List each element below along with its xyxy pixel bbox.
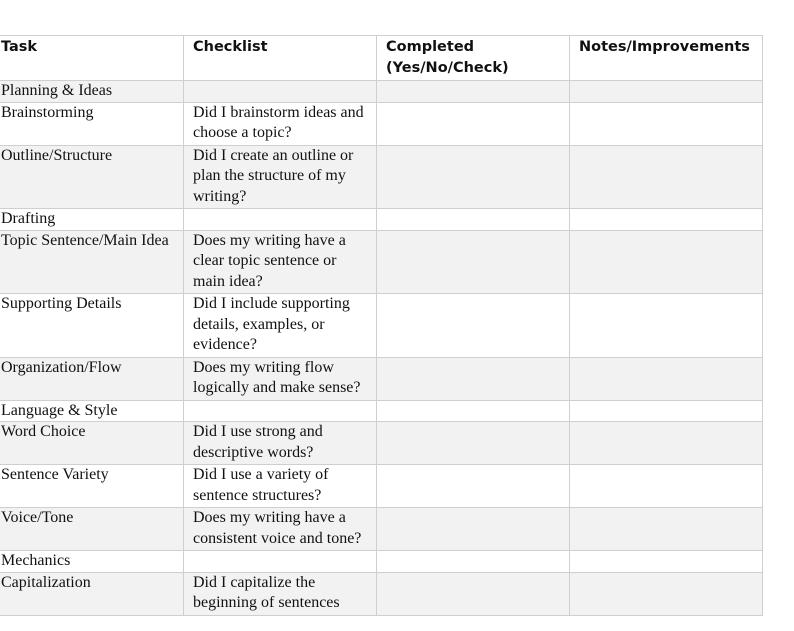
table-row — [0, 102, 763, 145]
task-cell: Organization/Flow — [0, 357, 184, 400]
checklist-cell: Did I use strong and descriptive words? — [184, 422, 377, 465]
notes-cell[interactable] — [570, 81, 763, 103]
task-cell: Planning & Ideas — [0, 81, 184, 103]
table-body — [0, 81, 763, 616]
checklist-cell — [184, 209, 377, 231]
table-row — [0, 145, 763, 209]
writing-checklist-table — [0, 35, 763, 616]
completed-cell[interactable] — [377, 551, 570, 573]
notes-cell[interactable] — [570, 400, 763, 422]
completed-cell[interactable] — [377, 81, 570, 103]
notes-cell[interactable] — [570, 422, 763, 465]
section-row — [0, 81, 763, 103]
notes-cell[interactable] — [570, 209, 763, 231]
task-cell: Brainstorming — [0, 102, 184, 145]
task-cell: Voice/Tone — [0, 508, 184, 551]
completed-cell[interactable] — [377, 294, 570, 358]
completed-cell[interactable] — [377, 400, 570, 422]
table-row — [0, 294, 763, 358]
table-row — [0, 508, 763, 551]
completed-cell[interactable] — [377, 508, 570, 551]
table-row — [0, 572, 763, 615]
task-cell: Sentence Variety — [0, 465, 184, 508]
notes-cell[interactable] — [570, 551, 763, 573]
checklist-cell: Did I use a variety of sentence structures? — [184, 465, 377, 508]
completed-cell[interactable] — [377, 209, 570, 231]
notes-cell[interactable] — [570, 230, 763, 294]
table-row — [0, 422, 763, 465]
header-row — [0, 36, 763, 81]
notes-cell[interactable] — [570, 102, 763, 145]
header-task: Task — [0, 36, 184, 81]
table-row — [0, 465, 763, 508]
checklist-cell — [184, 551, 377, 573]
checklist-cell — [184, 400, 377, 422]
notes-cell[interactable] — [570, 572, 763, 615]
task-cell: Capitalization — [0, 572, 184, 615]
task-cell: Drafting — [0, 209, 184, 231]
completed-cell[interactable] — [377, 102, 570, 145]
notes-cell[interactable] — [570, 357, 763, 400]
section-row — [0, 551, 763, 573]
header-checklist: Checklist — [184, 36, 377, 81]
task-cell: Supporting Details — [0, 294, 184, 358]
task-cell: Mechanics — [0, 551, 184, 573]
task-cell: Topic Sentence/Main Idea — [0, 230, 184, 294]
notes-cell[interactable] — [570, 508, 763, 551]
checklist-cell: Did I brainstorm ideas and choose a topic? — [184, 102, 377, 145]
task-cell: Outline/Structure — [0, 145, 184, 209]
task-cell: Language & Style — [0, 400, 184, 422]
notes-cell[interactable] — [570, 465, 763, 508]
completed-cell[interactable] — [377, 230, 570, 294]
section-row — [0, 209, 763, 231]
notes-cell[interactable] — [570, 294, 763, 358]
checklist-cell: Does my writing have a clear topic sentence or main idea? — [184, 230, 377, 294]
checklist-cell — [184, 81, 377, 103]
completed-cell[interactable] — [377, 465, 570, 508]
checklist-cell: Does my writing have a consistent voice and tone? — [184, 508, 377, 551]
checklist-cell: Did I capitalize the beginning of sentences — [184, 572, 377, 615]
header-completed: Completed (Yes/No/Check) — [377, 36, 570, 81]
checklist-cell: Did I include supporting details, examples, or evidence? — [184, 294, 377, 358]
checklist-cell: Did I create an outline or plan the structure of my writing? — [184, 145, 377, 209]
task-cell: Word Choice — [0, 422, 184, 465]
completed-cell[interactable] — [377, 145, 570, 209]
section-row — [0, 400, 763, 422]
checklist-cell: Does my writing flow logically and make sense? — [184, 357, 377, 400]
table-row — [0, 230, 763, 294]
completed-cell[interactable] — [377, 572, 570, 615]
completed-cell[interactable] — [377, 422, 570, 465]
notes-cell[interactable] — [570, 145, 763, 209]
header-notes: Notes/Improvements — [570, 36, 763, 81]
table-row — [0, 357, 763, 400]
completed-cell[interactable] — [377, 357, 570, 400]
